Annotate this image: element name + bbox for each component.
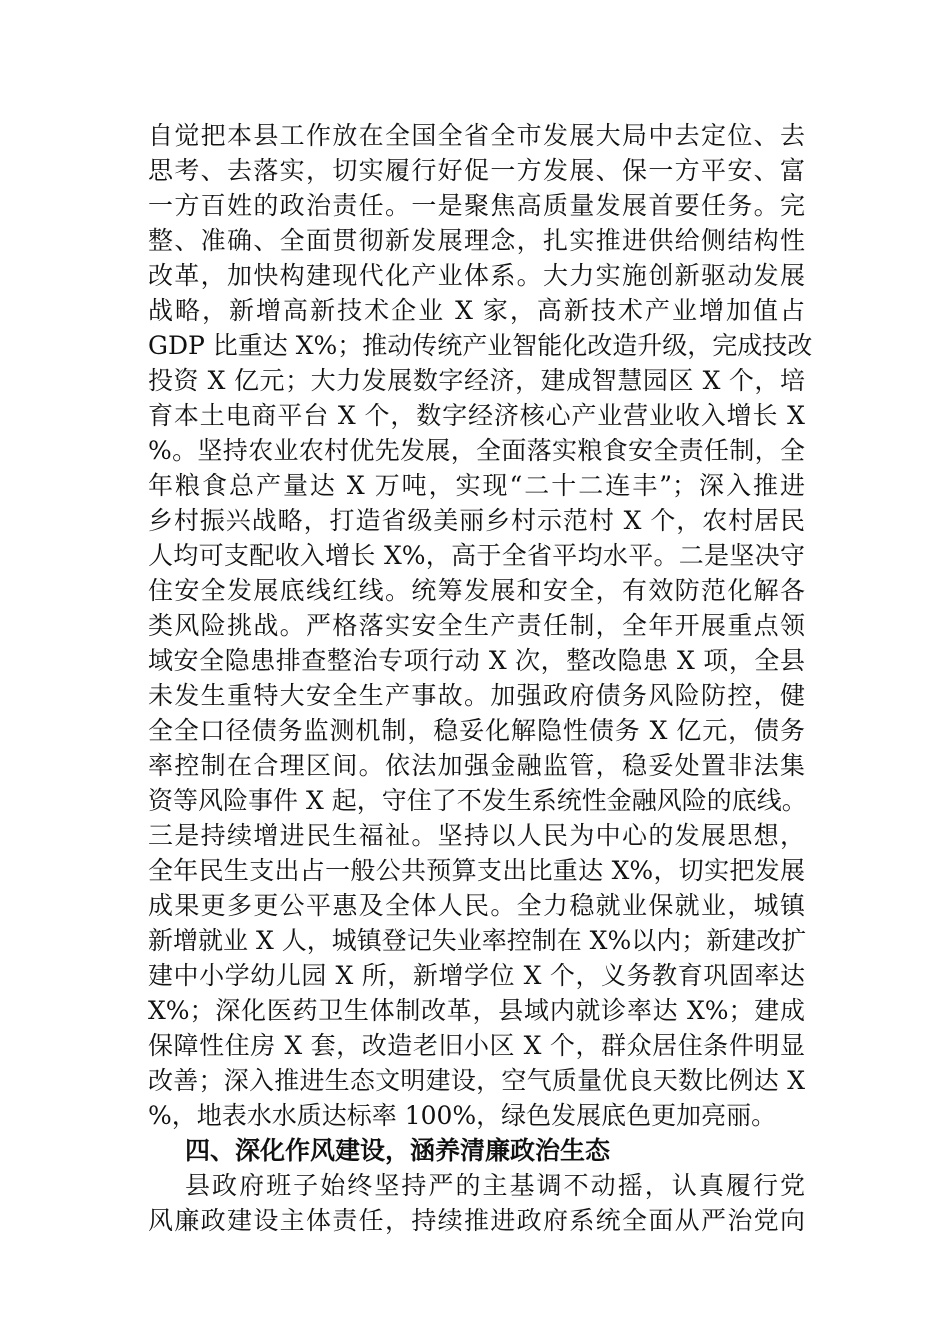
text-line: %，地表水水质达标率 100%，绿色发展底色更加亮丽。 <box>148 1101 777 1130</box>
text-line: 率控制在合理区间。依法加强金融监管，稳妥处置非法集 <box>148 751 805 780</box>
text-line: 一方百姓的政治责任。一是聚焦高质量发展首要任务。完 <box>148 191 805 220</box>
text-line: X%；深化医药卫生体制改革，县域内就诊率达 X%；建成 <box>148 996 805 1025</box>
text-line: 人均可支配收入增长 X%，高于全省平均水平。二是坚决守 <box>148 541 805 570</box>
text-line: 乡村振兴战略，打造省级美丽乡村示范村 X 个，农村居民 <box>148 506 805 535</box>
section-heading: 四、深化作风建设，涵养清廉政治生态 <box>185 1136 611 1165</box>
text-line: 资等风险事件 X 起，守住了不发生系统性金融风险的底线。 <box>148 786 807 815</box>
text-line: 建中小学幼儿园 X 所，新增学位 X 个，义务教育巩固率达 <box>148 961 805 990</box>
text-line: 战略，新增高新技术企业 X 家，高新技术产业增加值占 <box>148 296 805 325</box>
text-line: 成果更多更公平惠及全体人民。全力稳就业保就业，城镇 <box>148 891 805 920</box>
text-line: 年粮食总产量达 X 万吨，实现“二十二连丰”；深入推进 <box>148 471 805 500</box>
text-line: 改革，加快构建现代化产业体系。大力实施创新驱动发展 <box>148 261 805 290</box>
text-line: 保障性住房 X 套，改造老旧小区 X 个，群众居住条件明显 <box>148 1031 805 1060</box>
text-line: GDP 比重达 X%；推动传统产业智能化改造升级，完成技改 <box>148 331 813 360</box>
text-line: 思考、去落实，切实履行好促一方发展、保一方平安、富 <box>148 156 805 185</box>
text-line: 风廉政建设主体责任，持续推进政府系统全面从严治党向 <box>148 1206 805 1235</box>
text-line: 未发生重特大安全生产事故。加强政府债务风险防控，健 <box>148 681 805 710</box>
text-line: 全年民生支出占一般公共预算支出比重达 X%，切实把发展 <box>148 856 805 885</box>
text-line: 全全口径债务监测机制，稳妥化解隐性债务 X 亿元，债务 <box>148 716 805 745</box>
text-line: 域安全隐患排查整治专项行动 X 次，整改隐患 X 项，全县 <box>148 646 805 675</box>
text-line: 改善；深入推进生态文明建设，空气质量优良天数比例达 X <box>148 1066 805 1095</box>
text-line: 县政府班子始终坚持严的主基调不动摇，认真履行党 <box>185 1171 805 1200</box>
text-line: 育本土电商平台 X 个，数字经济核心产业营业收入增长 X <box>148 401 805 430</box>
text-line: 新增就业 X 人，城镇登记失业率控制在 X%以内；新建改扩 <box>148 926 807 955</box>
text-line: 住安全发展底线红线。统筹发展和安全，有效防范化解各 <box>148 576 805 605</box>
text-line: %。坚持农业农村优先发展，全面落实粮食安全责任制，全 <box>148 436 805 465</box>
text-line: 整、准确、全面贯彻新发展理念，扎实推进供给侧结构性 <box>148 226 805 255</box>
text-line: 投资 X 亿元；大力发展数字经济，建成智慧园区 X 个，培 <box>148 366 805 395</box>
text-line: 三是持续增进民生福祉。坚持以人民为中心的发展思想， <box>148 821 805 850</box>
text-line: 类风险挑战。严格落实安全生产责任制，全年开展重点领 <box>148 611 805 640</box>
text-line: 自觉把本县工作放在全国全省全市发展大局中去定位、去 <box>148 121 805 150</box>
document-page <box>148 118 813 1238</box>
